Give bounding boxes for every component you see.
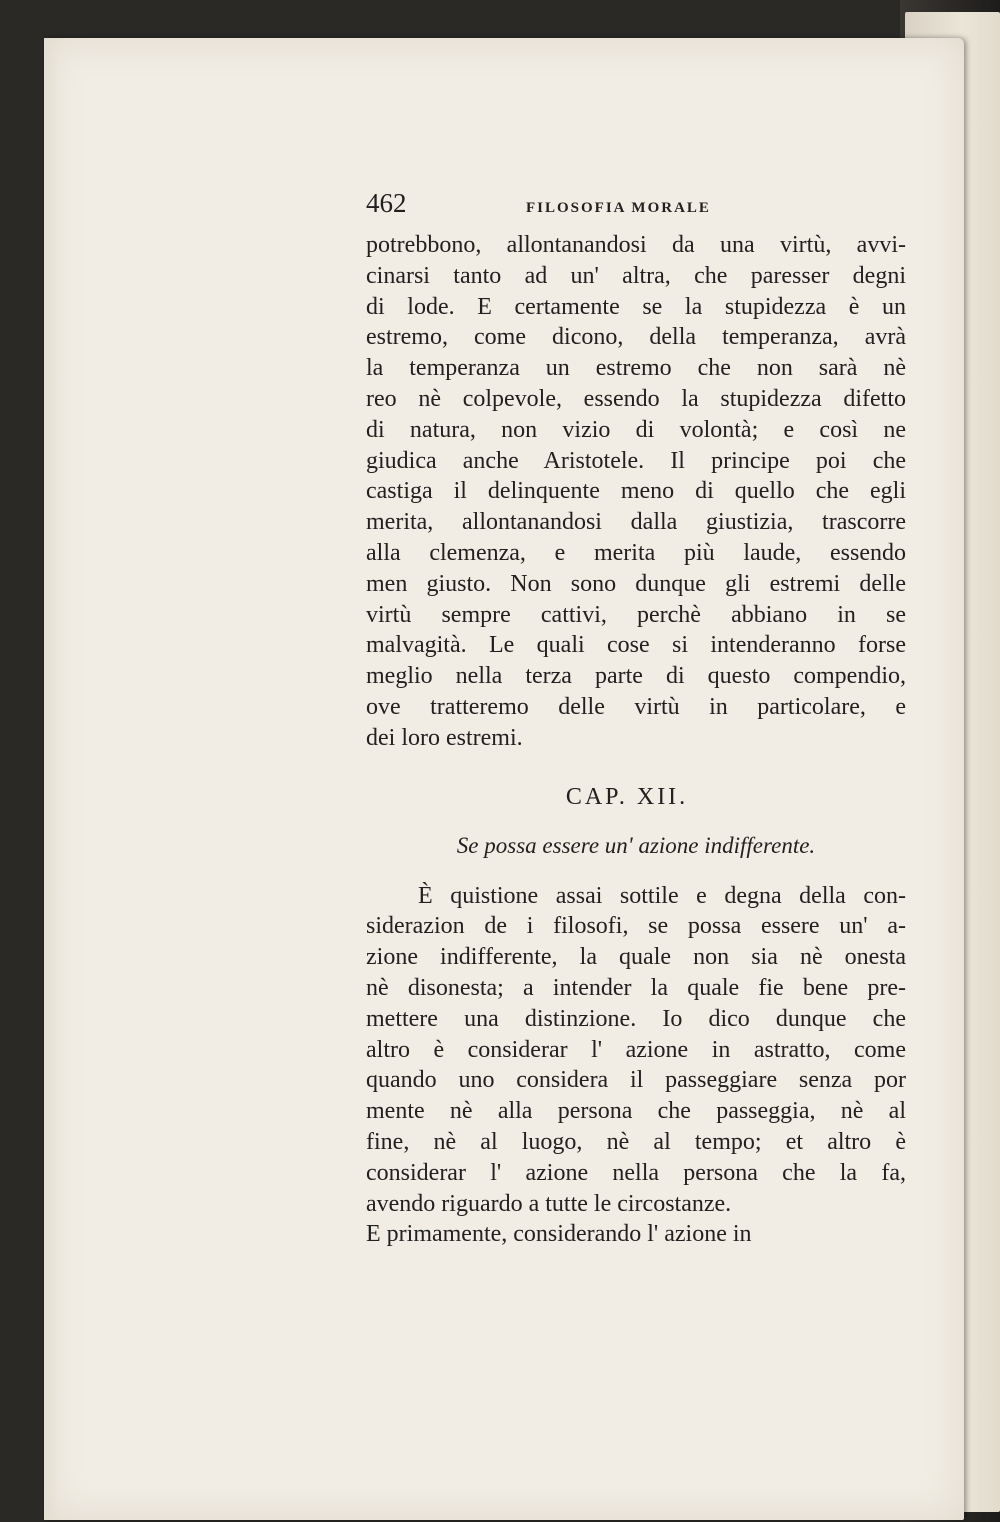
text-line: men giusto. Non sono dunque gli estremi delle: [366, 570, 906, 597]
text-line: alla clemenza, e merita più laude, essendo: [366, 539, 906, 566]
text-line: mente nè alla persona che passeggia, nè al: [366, 1098, 906, 1125]
text-line: merita, allontanandosi dalla giustizia, trascorre: [366, 509, 906, 536]
text-line: È quistione assai sottile e degna della con-: [418, 882, 906, 909]
text-line: malvagità. Le quali cose si intenderanno forse: [366, 632, 906, 659]
text-line: zione indifferente, la quale non sia nè onesta: [366, 944, 906, 971]
paragraph-2: [366, 881, 906, 1220]
text-line: E primamente, considerando l' azione in: [366, 1221, 752, 1248]
text-line: quando uno considera il passeggiare senza por: [366, 1067, 906, 1094]
page-number: 462: [366, 188, 407, 218]
text-block: [366, 188, 906, 1250]
page-left-edge: [44, 38, 58, 1520]
text-line: virtù sempre cattivi, perchè abbiano in se: [366, 601, 906, 628]
running-title: FILOSOFIA MORALE: [526, 200, 711, 216]
text-line: la temperanza un estremo che non sarà nè: [366, 355, 906, 382]
text-line: giudica anche Aristotele. Il principe poi che: [366, 447, 906, 474]
text-line: considerar l' azione nella persona che la fa,: [366, 1159, 906, 1186]
running-head: [366, 188, 906, 230]
text-line: cinarsi tanto ad un' altra, che paresser degni: [366, 262, 906, 289]
text-line: reo nè colpevole, essendo la stupidezza difetto: [366, 385, 906, 412]
text-line: meglio nella terza parte di questo compendio,: [366, 663, 906, 690]
paragraph-3: [366, 1219, 906, 1250]
text-line: di natura, non vizio di volontà; e così ne: [366, 416, 906, 443]
text-line: mettere una distinzione. Io dico dunque che: [366, 1005, 906, 1032]
text-line: ove tratteremo delle virtù in particolare, e: [366, 693, 906, 720]
chapter-heading: CAP. XII.: [565, 783, 689, 810]
text-line: potrebbono, allontanandosi da una virtù, avvi-: [366, 232, 906, 258]
paragraph-1: [366, 230, 906, 754]
text-line: siderazion de i filosofi, se possa essere un' a-: [366, 913, 906, 940]
text-line: di lode. E certamente se la stupidezza è un: [366, 293, 906, 320]
text-line: nè disonesta; a intender la quale fie bene pre-: [366, 974, 906, 1001]
text-line: estremo, come dicono, della temperanza, avrà: [366, 324, 906, 351]
text-line: castiga il delinquente meno di quello che egli: [366, 478, 906, 505]
text-line: dei loro estremi.: [366, 724, 523, 751]
text-line: fine, nè al luogo, nè al tempo; et altro è: [366, 1128, 906, 1155]
text-line: avendo riguardo a tutte le circostanze.: [366, 1190, 732, 1217]
text-line: altro è considerar l' azione in astratto, come: [366, 1036, 906, 1063]
chapter-subtitle: Se possa essere un' azione indifferente.: [456, 832, 816, 858]
